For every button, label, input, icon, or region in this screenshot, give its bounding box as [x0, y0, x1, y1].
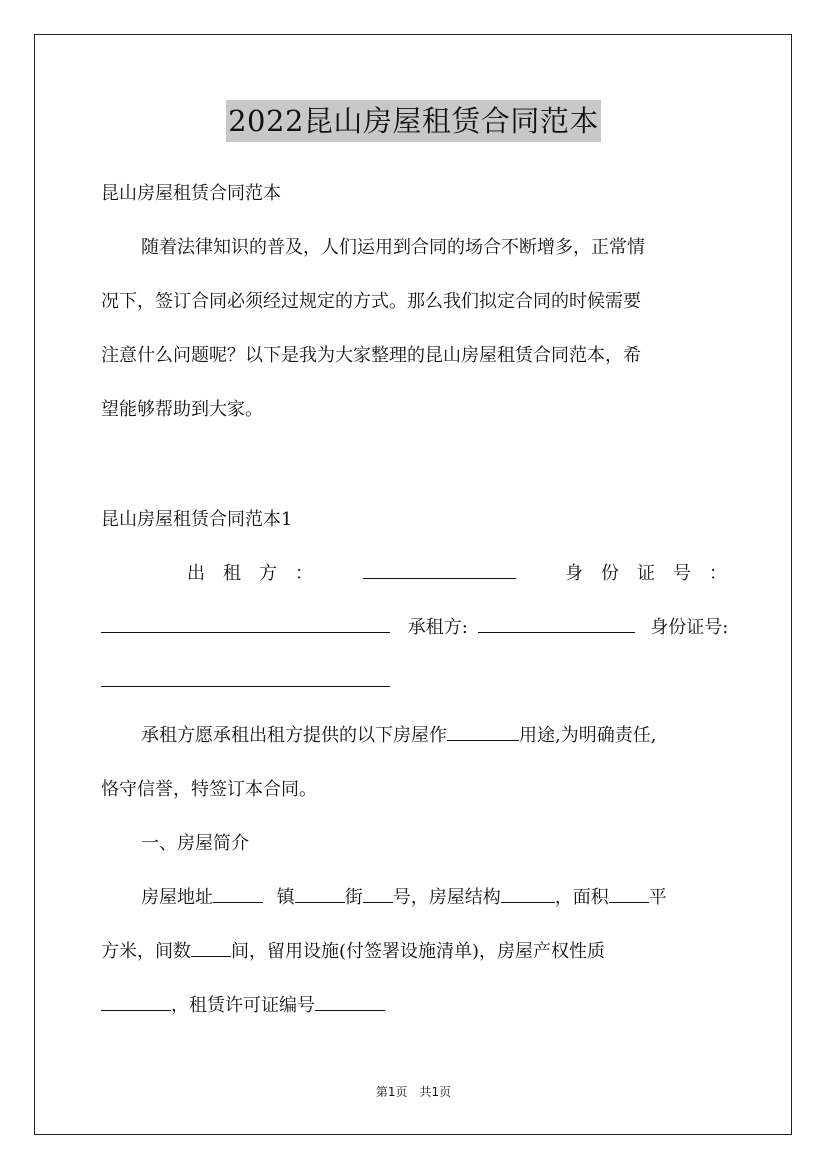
structure-blank[interactable]	[501, 885, 555, 903]
street-label: 街	[344, 887, 363, 908]
rooms-blank[interactable]	[191, 939, 231, 957]
id-label-2: 身份证号:	[650, 617, 729, 638]
lessee-name-blank[interactable]	[478, 615, 635, 633]
rooms-line	[101, 939, 727, 965]
facilities-text: 间，留用设施(付签署设施清单)，房屋产权性质	[231, 941, 606, 962]
section-title: 昆山房屋租赁合同范本1	[101, 509, 293, 530]
address-blank[interactable]	[213, 885, 263, 903]
lessee-id-line	[101, 669, 727, 695]
license-line	[101, 993, 727, 1019]
rooms-label: 方米，间数	[101, 941, 191, 962]
lessor-line	[101, 561, 727, 587]
structure-label: 号，房屋结构	[392, 887, 501, 908]
purpose-line-1	[101, 723, 727, 749]
town-label: 镇	[276, 887, 295, 908]
lessor-label: 出 租 方 ：	[187, 563, 313, 584]
purpose-text-b: 用途,为明确责任,	[519, 725, 657, 746]
page-footer: 第1页 共1页	[375, 1085, 452, 1099]
lessor-id-blank[interactable]	[101, 615, 390, 633]
license-label: ，租赁许可证编号	[171, 995, 315, 1016]
sqm-label: 平	[648, 887, 667, 908]
clause-1-title: 一、房屋简介	[141, 833, 249, 854]
lessee-line	[101, 615, 727, 641]
property-nature-blank[interactable]	[101, 993, 171, 1011]
purpose-line-2: 恪守信誉，特签订本合同。	[101, 779, 317, 800]
intro-line-2: 况下，签订合同必须经过规定的方式。那么我们拟定合同的时候需要	[101, 291, 641, 312]
area-blank[interactable]	[609, 885, 649, 903]
id-label-1: 身 份 证 号 ：	[565, 563, 727, 584]
clause-1-title-line	[101, 831, 727, 857]
lessee-id-blank[interactable]	[101, 669, 390, 687]
address-line	[101, 885, 727, 911]
lessor-name-blank[interactable]	[363, 561, 516, 579]
subtitle: 昆山房屋租赁合同范本	[101, 183, 281, 204]
purpose-text-a: 承租方愿承租出租方提供的以下房屋作	[141, 725, 447, 746]
intro-line-4: 望能够帮助到大家。	[101, 399, 263, 420]
lessee-label: 承租方:	[407, 617, 468, 638]
document-title: 2022昆山房屋租赁合同范本	[226, 100, 601, 142]
street-blank[interactable]	[363, 885, 393, 903]
intro-line-3: 注意什么问题呢？以下是我为大家整理的昆山房屋租赁合同范本，希	[101, 345, 641, 366]
town-blank[interactable]	[295, 885, 345, 903]
license-blank[interactable]	[315, 993, 385, 1011]
area-label: ，面积	[554, 887, 609, 908]
intro-line-1	[101, 235, 727, 261]
intro-text-1: 随着法律知识的普及，人们运用到合同的场合不断增多，正常情	[141, 237, 645, 258]
purpose-blank[interactable]	[447, 723, 519, 741]
address-label: 房屋地址	[141, 887, 213, 908]
title-container	[0, 100, 827, 142]
